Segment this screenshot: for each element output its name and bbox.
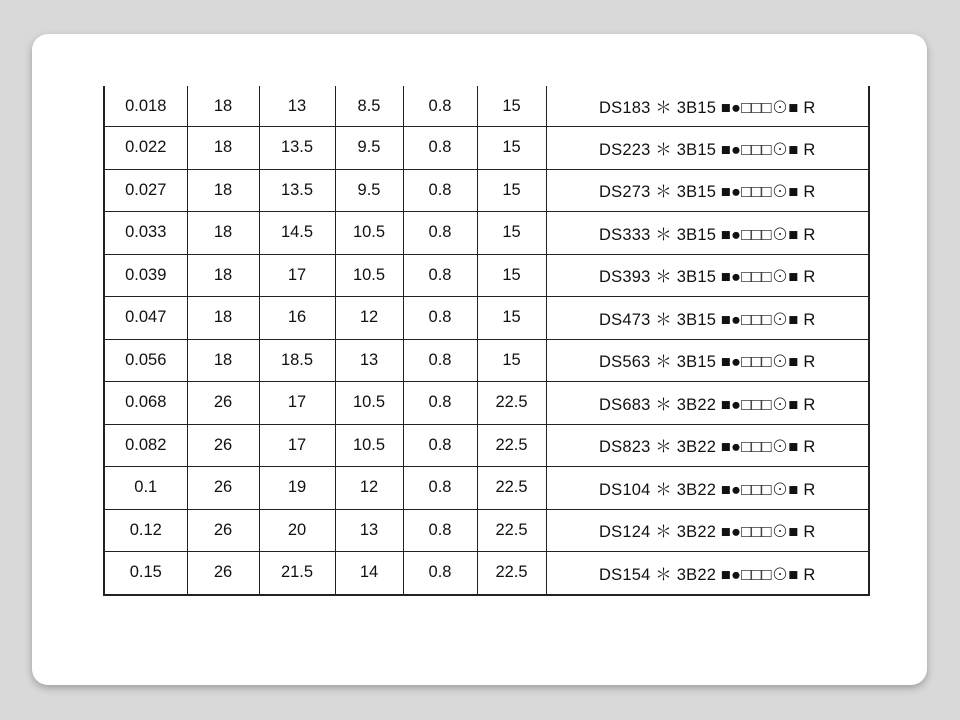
table-row	[104, 212, 869, 255]
part-number-cell: DS183 ＊ 3B15 ■●□□□⊙■ R	[546, 86, 869, 127]
table-row	[104, 467, 869, 510]
table-cell: 22.5	[477, 509, 546, 552]
table-cell: 0.082	[104, 424, 187, 467]
part-number-cell: DS154 ＊ 3B22 ■●□□□⊙■ R	[546, 552, 869, 595]
table-cell: 13.5	[259, 169, 335, 212]
table-cell: 0.8	[403, 382, 477, 425]
table-cell: 8.5	[335, 86, 403, 127]
table-cell: 9.5	[335, 127, 403, 170]
table-cell: 0.8	[403, 212, 477, 255]
table-cell: 18	[187, 212, 259, 255]
table-cell: 9.5	[335, 169, 403, 212]
table-cell: 15	[477, 127, 546, 170]
table-cell: 19	[259, 467, 335, 510]
table-cell: 15	[477, 254, 546, 297]
table-cell: 0.15	[104, 552, 187, 595]
table-cell: 18.5	[259, 339, 335, 382]
table-row	[104, 127, 869, 170]
table-cell: 26	[187, 382, 259, 425]
table-cell: 10.5	[335, 424, 403, 467]
table-cell: 18	[187, 339, 259, 382]
table-row	[104, 254, 869, 297]
part-number-cell: DS104 ＊ 3B22 ■●□□□⊙■ R	[546, 467, 869, 510]
table-cell: 15	[477, 297, 546, 340]
part-number-cell: DS473 ＊ 3B15 ■●□□□⊙■ R	[546, 297, 869, 340]
part-number-cell: DS273 ＊ 3B15 ■●□□□⊙■ R	[546, 169, 869, 212]
table-cell: 0.8	[403, 467, 477, 510]
table-cell: 0.027	[104, 169, 187, 212]
table-cell: 20	[259, 509, 335, 552]
table-cell: 0.033	[104, 212, 187, 255]
table-row	[104, 424, 869, 467]
table-cell: 22.5	[477, 552, 546, 595]
table-cell: 18	[187, 297, 259, 340]
table-cell: 0.8	[403, 169, 477, 212]
table-cell: 10.5	[335, 254, 403, 297]
table-cell: 0.8	[403, 86, 477, 127]
part-number-cell: DS333 ＊ 3B15 ■●□□□⊙■ R	[546, 212, 869, 255]
table-row	[104, 509, 869, 552]
table-cell: 0.8	[403, 509, 477, 552]
table-cell: 0.8	[403, 552, 477, 595]
table-cell: 13	[335, 339, 403, 382]
table-row	[104, 169, 869, 212]
table-row	[104, 86, 869, 127]
table-cell: 0.12	[104, 509, 187, 552]
table-row	[104, 382, 869, 425]
table-cell: 18	[187, 169, 259, 212]
table-cell: 26	[187, 509, 259, 552]
table-cell: 22.5	[477, 467, 546, 510]
table-cell: 0.8	[403, 254, 477, 297]
part-number-cell: DS124 ＊ 3B22 ■●□□□⊙■ R	[546, 509, 869, 552]
table-cell: 0.8	[403, 127, 477, 170]
table-cell: 21.5	[259, 552, 335, 595]
table-cell: 0.8	[403, 424, 477, 467]
part-number-cell: DS223 ＊ 3B15 ■●□□□⊙■ R	[546, 127, 869, 170]
table-row	[104, 339, 869, 382]
table-cell: 17	[259, 254, 335, 297]
table-cell: 22.5	[477, 424, 546, 467]
table-cell: 18	[187, 127, 259, 170]
table-cell: 22.5	[477, 382, 546, 425]
part-number-cell: DS393 ＊ 3B15 ■●□□□⊙■ R	[546, 254, 869, 297]
table-cell: 15	[477, 86, 546, 127]
part-number-cell: DS683 ＊ 3B22 ■●□□□⊙■ R	[546, 382, 869, 425]
table-cell: 0.039	[104, 254, 187, 297]
spec-table-body	[104, 86, 869, 595]
table-cell: 0.068	[104, 382, 187, 425]
table-cell: 13	[259, 86, 335, 127]
table-cell: 16	[259, 297, 335, 340]
table-cell: 18	[187, 86, 259, 127]
table-cell: 15	[477, 212, 546, 255]
table-cell: 14	[335, 552, 403, 595]
table-cell: 26	[187, 552, 259, 595]
table-cell: 17	[259, 382, 335, 425]
table-cell: 12	[335, 467, 403, 510]
table-cell: 13.5	[259, 127, 335, 170]
table-cell: 0.8	[403, 339, 477, 382]
table-cell: 0.1	[104, 467, 187, 510]
table-row	[104, 552, 869, 595]
table-cell: 0.056	[104, 339, 187, 382]
table-row	[104, 297, 869, 340]
part-number-cell: DS823 ＊ 3B22 ■●□□□⊙■ R	[546, 424, 869, 467]
table-cell: 14.5	[259, 212, 335, 255]
table-cell: 17	[259, 424, 335, 467]
part-number-cell: DS563 ＊ 3B15 ■●□□□⊙■ R	[546, 339, 869, 382]
table-cell: 12	[335, 297, 403, 340]
table-cell: 0.8	[403, 297, 477, 340]
table-cell: 26	[187, 424, 259, 467]
spec-table	[103, 86, 870, 596]
table-cell: 13	[335, 509, 403, 552]
table-cell: 0.018	[104, 86, 187, 127]
table-cell: 10.5	[335, 212, 403, 255]
table-cell: 15	[477, 169, 546, 212]
table-cell: 0.047	[104, 297, 187, 340]
table-cell: 18	[187, 254, 259, 297]
table-cell: 10.5	[335, 382, 403, 425]
table-cell: 26	[187, 467, 259, 510]
table-cell: 0.022	[104, 127, 187, 170]
table-cell: 15	[477, 339, 546, 382]
